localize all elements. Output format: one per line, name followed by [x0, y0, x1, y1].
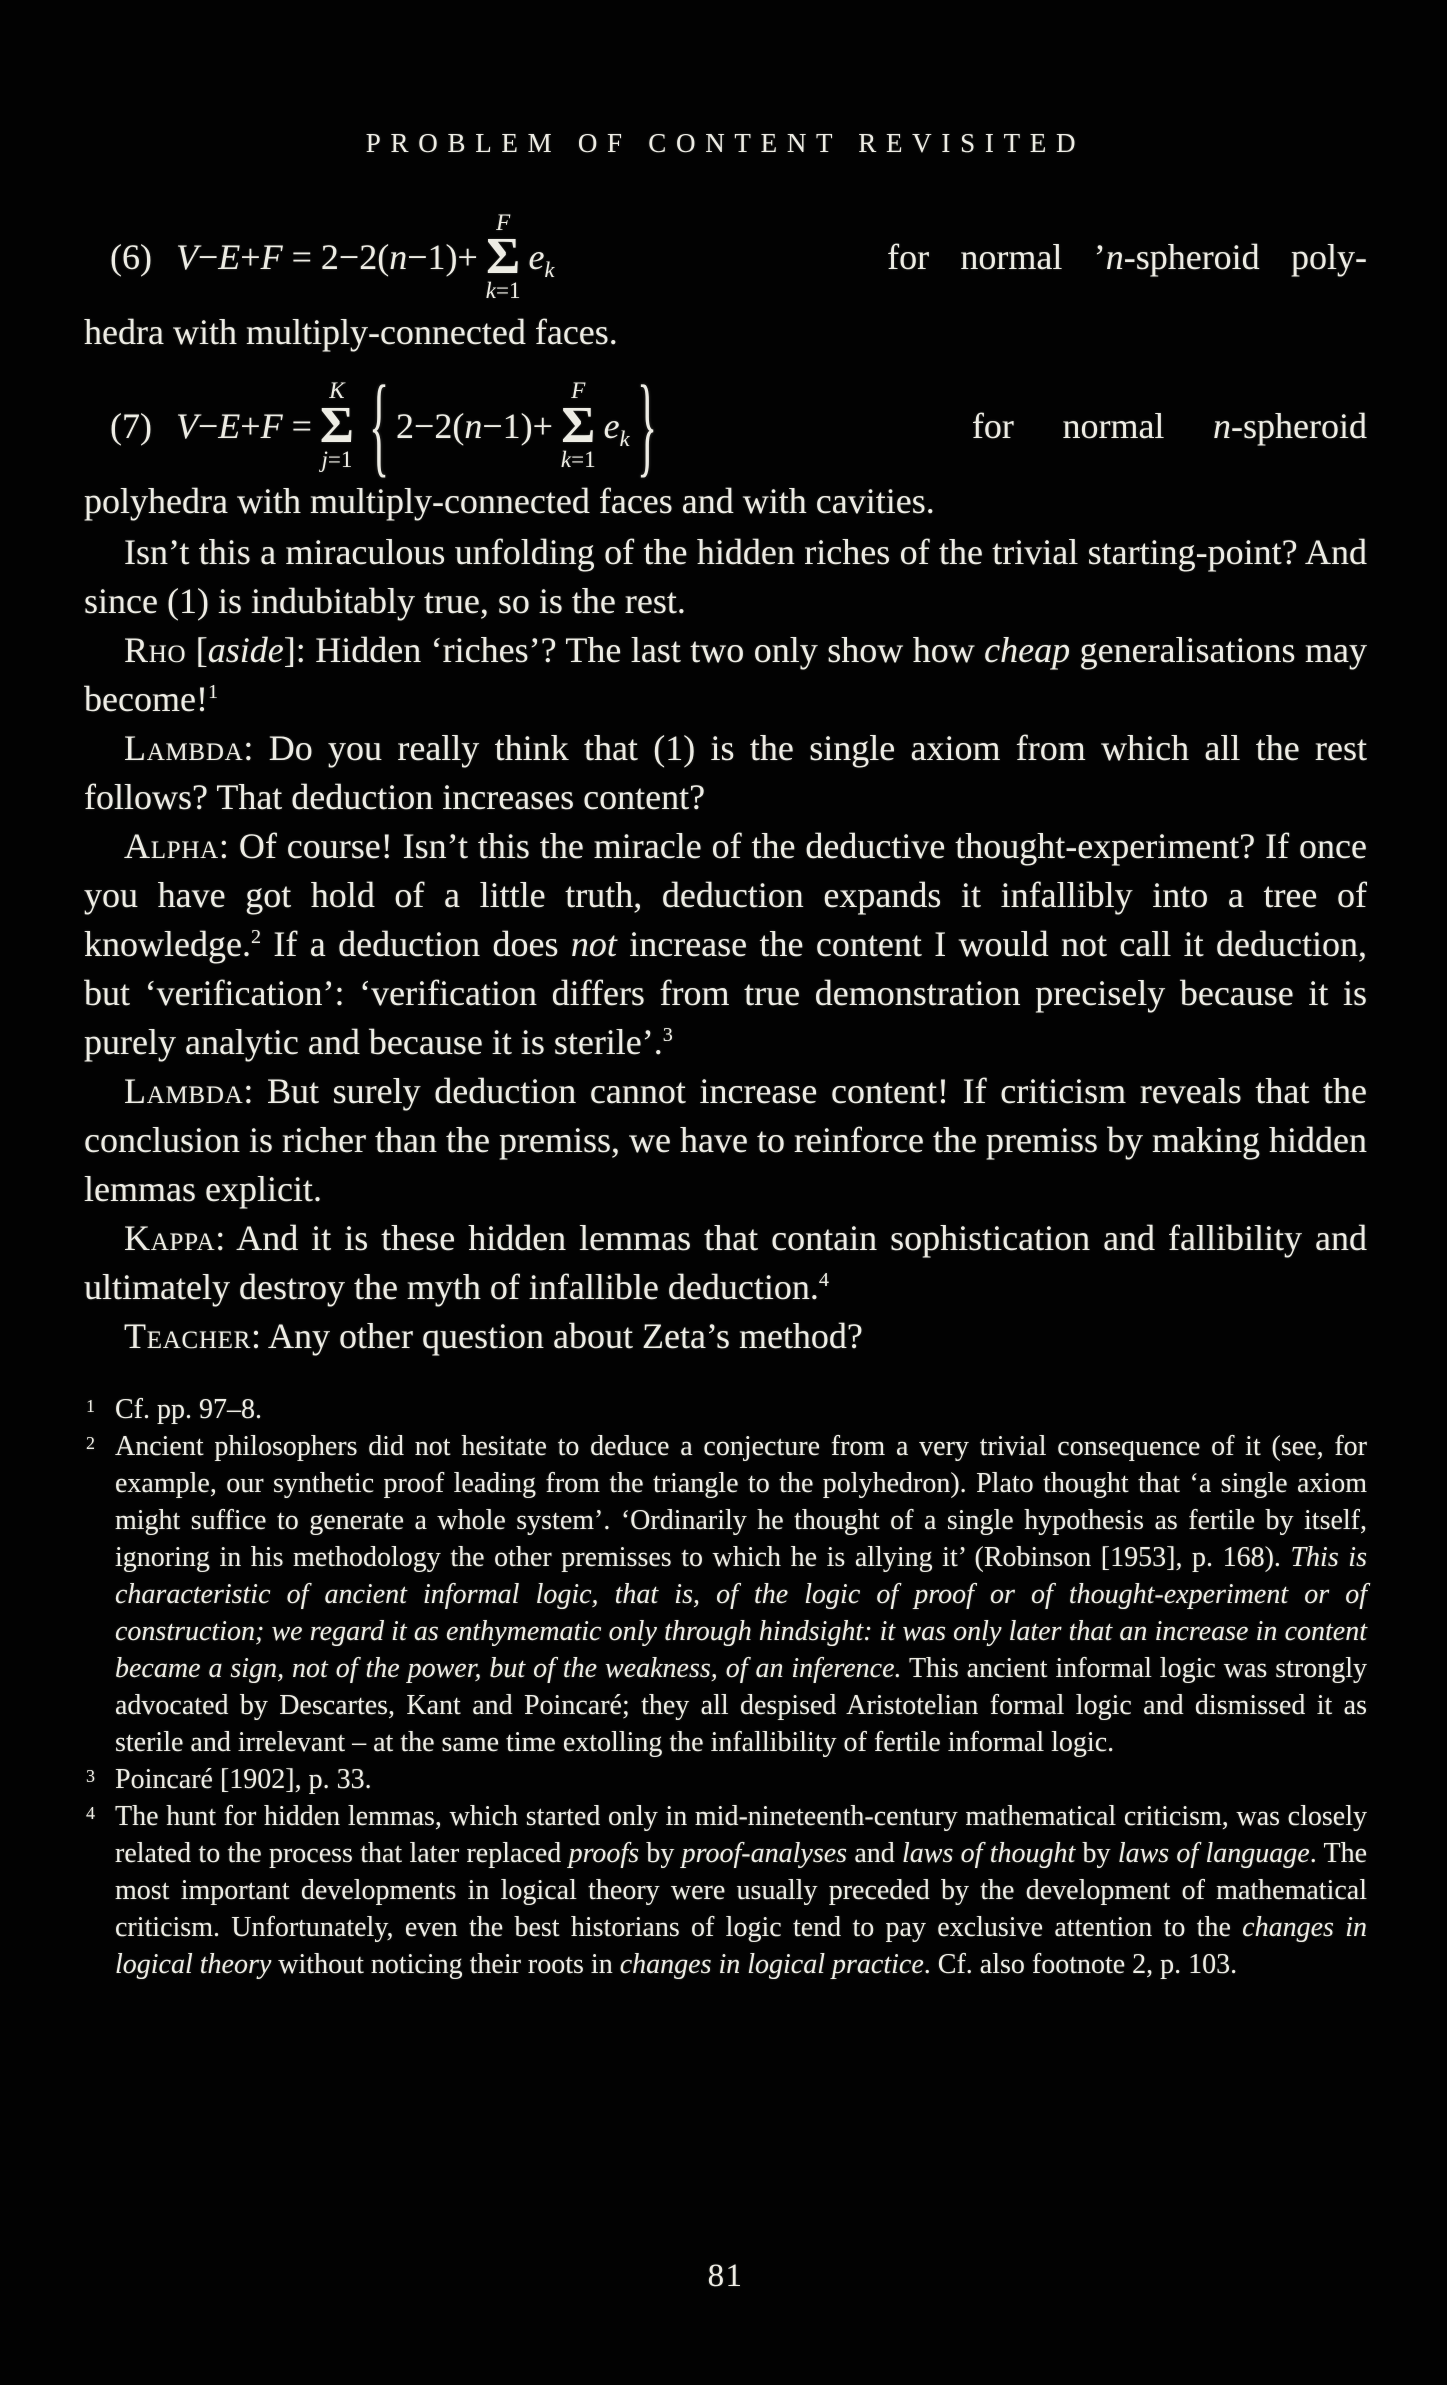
text-segment: −1)+ [482, 405, 553, 446]
text-segment: laws of language [1117, 1837, 1310, 1869]
open-brace: { [369, 362, 389, 487]
text-segment: cheap [984, 629, 1071, 670]
dialogue-paragraph-teacher [84, 1312, 1367, 1361]
sigma-glyph: Σ [486, 228, 521, 286]
close-brace: } [636, 362, 657, 487]
text-segment: F [260, 405, 283, 446]
summation-symbol [486, 211, 521, 303]
text-segment: Lambda [124, 727, 244, 768]
text-segment: [ [186, 629, 208, 670]
text-segment: F [571, 378, 586, 404]
text-segment: This is characteristic of ancient informal logic, that is, of the logic of proof or of thought-experiment or of construction; we regard it as enthymematic only through hindsight: it was only later that an increase in content became a sign, not of the power, but of the weakness, of an inference. [115, 1541, 1367, 1684]
text-segment: Teacher [124, 1315, 252, 1356]
summation-lower-limit [321, 448, 352, 472]
dialogue-paragraph-kappa [84, 1214, 1367, 1312]
text-segment: n [1105, 237, 1124, 278]
text-segment: Lambda [124, 1070, 244, 1111]
dialogue-paragraph-narration [84, 528, 1367, 626]
text-segment: V [175, 405, 198, 446]
text-segment: for normal ’ [887, 237, 1106, 278]
sigma-glyph: Σ [561, 396, 596, 454]
text-segment: by [1075, 1837, 1118, 1869]
dialogue-paragraph-lambda-2 [84, 1067, 1367, 1214]
text-segment: n [389, 237, 408, 278]
equation-7 [84, 362, 1367, 487]
text-segment: The hunt for hidden lemmas, which started only in mid-nineteenth-century mathematical criticism, was closely related to the process that later replaced [115, 1800, 1367, 1869]
text-segment: aside [207, 629, 284, 670]
text-segment: : But surely deduction cannot increase content! If criticism reveals that the conclusion is richer than the premiss, we have to reinforce the premiss by making hidden lemmas explicit. [84, 1070, 1367, 1209]
text-segment: proofs [568, 1837, 640, 1869]
equation-6-continuation: hedra with multiply-connected faces. [84, 312, 618, 353]
text-segment: + [240, 237, 261, 278]
text-segment: ]: Hidden ‘riches’? The last two only show how [283, 629, 985, 670]
text-segment: − [197, 237, 219, 278]
footnote-1-marker: 1 [86, 1395, 95, 1416]
dialogue-paragraph-alpha [84, 822, 1367, 1067]
text-segment: e [603, 405, 620, 446]
dialogue-section [84, 528, 1367, 1361]
text-segment: Kappa [124, 1217, 216, 1258]
text-segment: 2 [250, 925, 262, 948]
text-segment: Cf. pp. 97–8. [115, 1393, 262, 1425]
summation-lower-limit [486, 279, 521, 303]
equation-6-lhs [176, 236, 478, 278]
text-segment: n [464, 405, 483, 446]
text-segment: E [218, 405, 241, 446]
footnote-3-text [115, 1764, 372, 1795]
text-segment: generalisations may become! [84, 629, 1367, 719]
text-segment: without noticing their roots in [271, 1948, 620, 1980]
page-number: 81 [707, 2258, 744, 2294]
text-segment: -spheroid [1231, 405, 1367, 446]
text-segment: =1 [496, 278, 521, 304]
text-segment: Poincaré [1902], p. 33. [115, 1763, 372, 1795]
text-segment: by [639, 1837, 682, 1869]
text-segment: n [1213, 405, 1232, 446]
text-segment: proof-analyses [681, 1837, 848, 1869]
page-footer [84, 2258, 1367, 2295]
text-segment: k [544, 257, 555, 283]
summation-symbol [320, 379, 354, 471]
equation-6-caption [861, 236, 1367, 278]
equation-7-lhs [176, 405, 312, 447]
text-segment: + [240, 405, 261, 446]
text-segment: 3 [662, 1023, 673, 1046]
text-segment: changes in logical practice [619, 1948, 924, 1980]
text-segment: -spheroid poly- [1123, 237, 1367, 278]
equation-7-term [603, 405, 630, 451]
text-segment: K [329, 378, 345, 404]
text-segment: k [560, 446, 572, 472]
text-segment: = 2−2( [282, 237, 390, 278]
text-segment: changes in logical theory [115, 1911, 1368, 1980]
sigma-glyph: Σ [319, 396, 354, 454]
footnote-1-text [115, 1394, 262, 1425]
footnote-2-marker: 2 [86, 1432, 95, 1453]
text-segment: j [321, 446, 328, 472]
text-segment: increase the content I would not call it deduction, but ‘verification’: ‘verification differs from true demonstration precisely because it is purely analytic and because it is sterile’. [84, 923, 1367, 1062]
equation-6-label: (6) [110, 237, 152, 278]
footnote-1 [84, 1391, 1367, 1428]
equation-7-caption [946, 405, 1367, 447]
equation-7-label: (7) [110, 405, 152, 446]
footnote-3-marker: 3 [86, 1765, 95, 1786]
summation-lower-limit [561, 448, 596, 472]
text-segment: not [570, 923, 617, 964]
footnote-3 [84, 1761, 1367, 1798]
text-segment: If a deduction does [261, 923, 571, 964]
equation-6-term [528, 236, 555, 283]
text-segment: k [619, 425, 630, 451]
text-segment: . The most important developments in logical theory were usually preceded by the development of mathematical criticism. Unfortunately, even the best historians of logic tend to pay exclusive attention to the [115, 1837, 1367, 1943]
text-segment: Ancient philosophers did not hesitate to deduce a conjecture from a very trivial consequence of it (see, for example, our synthetic proof leading from the triangle to the polyhedron). Plato thought that ‘a single axiom might suffice to generate a whole system’. ‘Ordinarily he thought of a single hypothesis as fertile by itself, ignoring in his methodology the other premisses to which he is allying it’ (Robinson [1953], p. 168). [115, 1430, 1367, 1573]
text-segment: . Cf. also footnote 2, p. 103. [923, 1948, 1238, 1980]
footnote-4 [84, 1798, 1367, 1983]
text-segment: : Any other question about Zeta’s method? [251, 1315, 863, 1356]
equation-6 [84, 211, 1367, 303]
text-segment: k [485, 278, 497, 304]
text-segment: Alpha [124, 825, 219, 866]
text-segment: =1 [571, 446, 596, 472]
text-segment: V [175, 237, 198, 278]
footnote-2 [84, 1428, 1367, 1761]
text-segment: −1)+ [407, 237, 478, 278]
footnote-2-text [115, 1431, 1367, 1758]
text-segment: F [496, 210, 511, 235]
text-segment: laws of thought [902, 1837, 1076, 1869]
text-segment: = [282, 405, 312, 446]
text-segment: for normal [971, 405, 1214, 446]
text-segment: =1 [327, 446, 353, 472]
equation-7-continuation: polyhedra with multiply-connected faces and with cavities. [84, 480, 935, 521]
text-segment: e [528, 237, 545, 278]
text-segment: F [260, 237, 283, 278]
summation-symbol [561, 379, 596, 471]
equation-7-inner [396, 405, 553, 447]
text-segment: − [197, 405, 219, 446]
text-segment: : Of course! Isn’t this the miracle of the deductive thought-experiment? If once you have got hold of a little truth, deduction expands it infallibly into a tree of knowledge. [84, 825, 1367, 964]
text-segment: and [847, 1837, 903, 1869]
dialogue-paragraph-lambda [84, 724, 1367, 822]
text-segment: Rho [124, 629, 187, 670]
dialogue-paragraph-rho [84, 626, 1367, 724]
text-segment: 2−2( [396, 405, 465, 446]
text-segment: 4 [818, 1268, 829, 1291]
text-segment: : Do you really think that (1) is the single axiom from which all the rest follows? That deduction increases content? [84, 727, 1367, 817]
text-segment: 1 [207, 680, 219, 703]
text-segment: E [218, 237, 241, 278]
text-segment: : And it is these hidden lemmas that contain sophistication and fallibility and ultimately destroy the myth of infallible deduction. [84, 1217, 1367, 1307]
running-head: PROBLEM OF CONTENT REVISITED [365, 128, 1086, 158]
footnote-4-marker: 4 [86, 1802, 95, 1823]
footnote-4-text [115, 1801, 1367, 1980]
text-segment: Isn’t this a miraculous unfolding of the hidden riches of the trivial starting-point? And since (1) is indubitably true, so is the rest. [84, 531, 1367, 621]
footnotes-section [84, 1391, 1367, 1983]
text-segment: This ancient informal logic was strongly advocated by Descartes, Kant and Poincaré; they all despised Aristotelian formal logic and dismissed it as sterile and irrelevant – at the same time extolling the infallibility of fertile informal logic. [115, 1652, 1368, 1758]
